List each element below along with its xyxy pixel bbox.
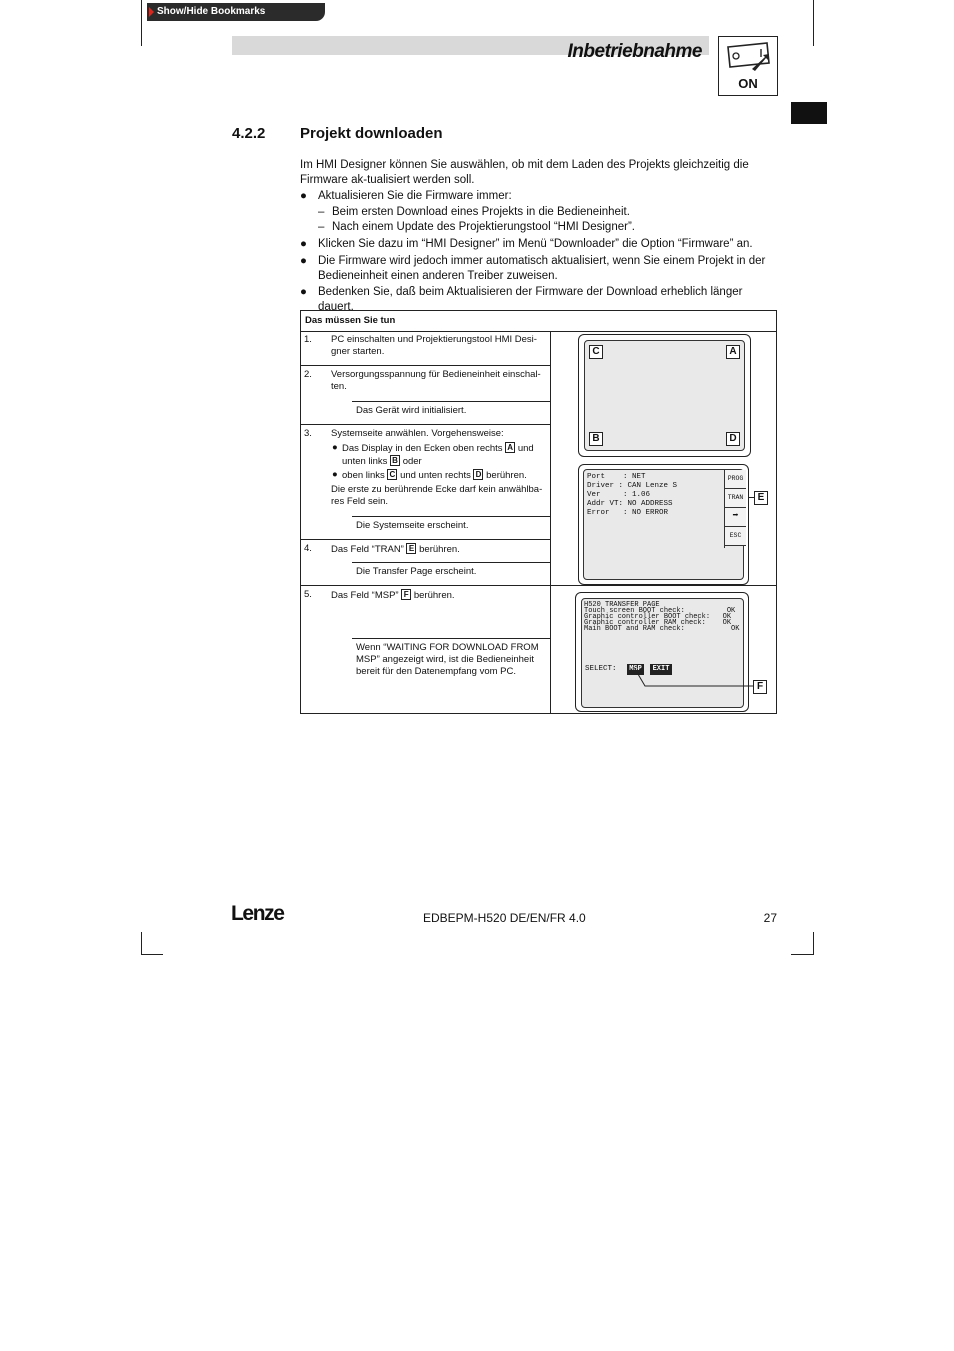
step-text-part: Das Feld “MSP” [331, 590, 399, 601]
step-bullet: ● [332, 442, 338, 453]
right-arrow-icon: ➡ [732, 511, 739, 522]
instruction-table [300, 310, 777, 714]
bullet-marker: ● [300, 190, 307, 202]
chapter-marker-tab [791, 102, 827, 124]
step-text: PC einschalten und Projektierungstool HMI Desi-gner starten. [331, 334, 537, 357]
result-divider [352, 516, 550, 517]
prog-button[interactable]: PROG [725, 470, 746, 489]
result-divider [352, 401, 550, 402]
row-divider [301, 585, 776, 586]
next-arrow-button[interactable] [725, 508, 746, 527]
result-divider [352, 638, 550, 639]
step-number: 5. [304, 589, 312, 600]
bookmark-arrow-icon [149, 7, 154, 17]
intro-paragraph: Im HMI Designer können Sie auswählen, ob mit dem Laden des Projekts gleichzeitig die Firmware ak-tualisiert werden soll. [300, 159, 749, 186]
bullet-text: Bedenken Sie, daß beim Aktualisieren der Firmware der Download erheblich länger dauert. [318, 286, 743, 313]
step-option [342, 442, 547, 468]
corner-d-icon: D [726, 432, 740, 446]
document-code: EDBEPM-H520 DE/EN/FR 4.0 [423, 911, 586, 925]
system-info-line: Addr VT: NO ADDRESS [587, 500, 673, 508]
row-divider [301, 424, 550, 425]
option-text: Das Display in den Ecken oben rechts [342, 443, 503, 454]
step-text-part: berühren. [419, 544, 460, 555]
section-title: Projekt downloaden [300, 125, 443, 142]
row-divider [301, 539, 550, 540]
screen-display [583, 469, 744, 580]
crop-mark-bottom-left-v [141, 932, 142, 954]
corner-d-icon: D [473, 469, 483, 480]
step-number: 3. [304, 428, 312, 439]
transfer-line: Main BOOT and RAM check: OK [584, 625, 740, 633]
lenze-logo: Lenze [231, 902, 284, 925]
bullet-text: Aktualisieren Sie die Firmware immer: [318, 190, 512, 202]
step-text [331, 543, 545, 556]
option-text: und unten rechts [400, 470, 471, 481]
section-number: 4.2.2 [232, 125, 266, 142]
step-text [331, 589, 545, 602]
system-info-line: Port : NET [587, 473, 646, 481]
step-note: Die erste zu berührende Ecke darf kein anwählba-res Feld sein. [331, 484, 543, 507]
crop-mark-top-left [141, 0, 142, 46]
step-text-part: Das Feld “TRAN” [331, 544, 404, 555]
esc-button[interactable]: ESC [725, 527, 746, 546]
system-info-line: Ver : 1.06 [587, 491, 651, 499]
page-number: 27 [763, 911, 777, 925]
step-text: Versorgungsspannung für Bedieneinheit einschal-ten. [331, 369, 541, 392]
bullet-text: Klicken Sie dazu im “HMI Designer” im Menü “Downloader” die Option “Firmware” an. [318, 238, 753, 250]
step-result: Das Gerät wird initialisiert. [356, 405, 467, 416]
step-option [342, 469, 547, 482]
bullet-marker: ● [300, 238, 307, 250]
crop-mark-bottom-left-h [141, 954, 163, 955]
system-info-line: Driver : CAN Lenze S [587, 482, 678, 490]
msp-button[interactable]: MSP [627, 664, 644, 675]
step-result: Die Systemseite erscheint. [356, 520, 469, 531]
result-divider [352, 562, 550, 563]
corner-c-icon: C [589, 345, 603, 359]
field-f-callout-icon: F [753, 680, 767, 694]
crop-mark-bottom-right-v [813, 932, 814, 954]
dash-marker: – [318, 206, 325, 218]
dash-marker: – [318, 221, 325, 233]
corner-a-icon: A [726, 345, 740, 359]
transfer-line: Touch screen BOOT check: OK [584, 607, 736, 615]
show-hide-bookmarks-button[interactable] [147, 3, 325, 21]
step-number: 4. [304, 543, 312, 554]
option-text: oben links [342, 470, 385, 481]
bullet-marker: ● [300, 286, 307, 298]
power-switch-graphic [718, 36, 778, 96]
corner-b-icon: B [589, 432, 603, 446]
transfer-line: Graphic controller BOOT check: OK [584, 613, 732, 621]
screen-display [584, 340, 745, 451]
bookmarks-label: Show/Hide Bookmarks [157, 6, 266, 17]
table-header-label: Das müssen Sie tun [305, 315, 396, 326]
device-screen-corners [578, 334, 751, 457]
table-column-divider [550, 331, 551, 714]
device-screen-system [578, 464, 749, 585]
crop-mark-bottom-right-h [791, 954, 814, 955]
row-divider [301, 365, 550, 366]
callout-line-f [631, 667, 761, 693]
table-header [301, 311, 776, 332]
bullet-text: Die Firmware wird jedoch immer automatisch aktualisiert, wenn Sie einem Projekt in der Bedieneinheit einen anderen Treiber zuweisen. [318, 255, 766, 282]
step-text-part: berühren. [413, 590, 455, 601]
option-text: und [517, 443, 534, 454]
step-number: 2. [304, 369, 312, 380]
option-text: oder [402, 456, 422, 467]
field-e-icon: E [406, 543, 416, 554]
field-e-callout-icon: E [754, 491, 768, 505]
option-text: unten links [342, 456, 388, 467]
chapter-title: Inbetriebnahme [567, 41, 702, 62]
dash-text: Nach einem Update des Projektierungstool “HMI Designer”. [332, 221, 635, 233]
step-result: Wenn “WAITING FOR DOWNLOAD FROM MSP” angezeigt wird, ist die Bedieneinheit bereit für den Datenempfang vom PC. [356, 642, 539, 677]
bullet-marker: ● [300, 255, 307, 267]
transfer-line: Graphic controller RAM check: OK [584, 619, 732, 627]
tran-button[interactable]: TRAN [725, 489, 746, 508]
step-text: Systemseite anwählen. Vorgehensweise: [331, 428, 504, 439]
crop-mark-top-right [813, 0, 814, 46]
system-info-line: Error : NO ERROR [587, 509, 669, 517]
transfer-line: H520 TRANSFER PAGE [584, 601, 660, 609]
step-number: 1. [304, 334, 312, 345]
corner-c-icon: C [387, 469, 397, 480]
on-label: ON [738, 76, 758, 91]
dash-text: Beim ersten Download eines Projekts in die Bedieneinheit. [332, 206, 630, 218]
device-screen-transfer [575, 592, 749, 712]
step-result: Die Transfer Page erscheint. [356, 566, 477, 577]
corner-a-icon: A [505, 442, 515, 453]
corner-b-icon: B [390, 455, 400, 466]
step-bullet: ● [332, 469, 338, 480]
exit-button[interactable]: EXIT [650, 664, 672, 675]
field-f-icon: F [401, 589, 411, 600]
select-label: SELECT: [585, 665, 617, 673]
option-text: berühren. [486, 470, 527, 481]
system-button-column [724, 470, 746, 548]
rocker-switch-icon [719, 37, 777, 77]
